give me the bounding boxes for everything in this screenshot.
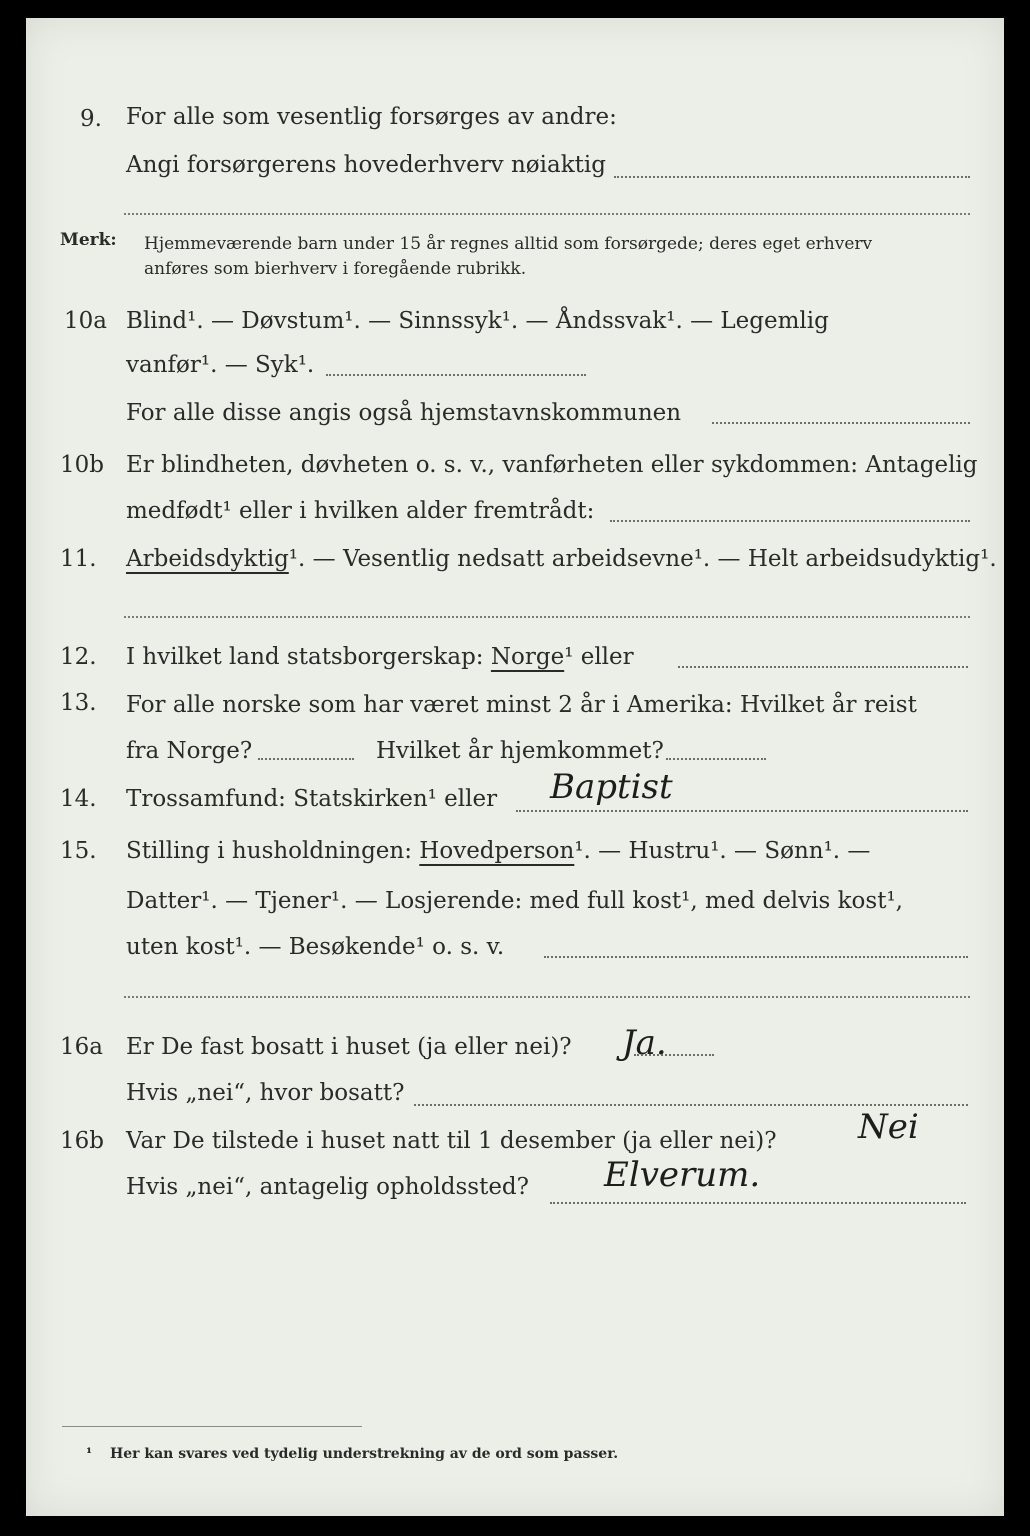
q16a-bosatt-line <box>414 1104 968 1106</box>
q13-hjemkommet-line <box>666 758 766 760</box>
q9-number: 9. <box>80 106 102 132</box>
q12-post: ¹ eller <box>564 644 634 670</box>
q12-answer-line <box>678 666 968 668</box>
q15-number: 15. <box>60 838 97 864</box>
q14-number: 14. <box>60 786 97 812</box>
q15-blank-line <box>124 996 970 998</box>
q9-blank-line <box>124 213 970 215</box>
q12-number: 12. <box>60 644 97 670</box>
q9-answer-line <box>614 176 970 178</box>
q12-line <box>126 646 634 669</box>
footnote-rule <box>62 1426 362 1427</box>
footnote-mark: ¹ <box>86 1446 93 1462</box>
q16a-line1: Er De fast bosatt i huset (ja eller nei)? <box>126 1034 572 1060</box>
merk-line2: anføres som bierhverv i foregående rubrikk. <box>144 259 527 279</box>
q15-answer-line <box>544 956 968 958</box>
q13-line2b: Hvilket år hjemkommet? <box>376 738 664 764</box>
q13-number: 13. <box>60 690 97 716</box>
q10a-line3: For alle disse angis også hjemstavnskommunen <box>126 400 682 426</box>
merk-label: Merk: <box>60 230 117 250</box>
q16b-number: 16b <box>60 1128 104 1154</box>
q11-option-arbeidsdyktig: Arbeidsdyktig <box>126 546 289 572</box>
q12-option-norge: Norge <box>490 644 565 670</box>
q11-line <box>126 548 997 571</box>
q11-blank-line <box>124 616 970 618</box>
q14-answer-line <box>516 810 968 812</box>
q13-reist-line <box>258 758 354 760</box>
q15-question: Stilling i husholdningen: <box>126 838 412 864</box>
q10a-number: 10a <box>64 308 107 334</box>
q16b-handwritten-answer1: Nei <box>858 1107 919 1147</box>
q16b-line2: Hvis „nei“, antagelig opholdssted? <box>126 1174 529 1200</box>
q10b-line2: medfødt¹ eller i hvilken alder fremtrådt: <box>126 498 595 524</box>
q11-number: 11. <box>60 546 97 572</box>
q16a-number: 16a <box>60 1034 103 1060</box>
q10b-number: 10b <box>60 452 104 478</box>
q15-option-hovedperson: Hovedperson <box>419 838 575 864</box>
q16b-answer-line <box>550 1202 966 1204</box>
q9-line1: For alle som vesentlig forsørges av andre: <box>126 104 617 130</box>
q16a-handwritten-answer: Ja. <box>622 1023 667 1063</box>
q15-post: ¹. — Hustru¹. — Sønn¹. — <box>574 838 871 864</box>
q10a-line2: vanfør¹. — Syk¹. <box>126 352 315 378</box>
q11-rest: ¹. — Vesentlig nedsatt arbeidsevne¹. — Helt arbeidsudyktig¹. <box>288 546 997 572</box>
q15-line2: Datter¹. — Tjener¹. — Losjerende: med full kost¹, med delvis kost¹, <box>126 888 903 914</box>
footnote-text: Her kan svares ved tydelig understrekning av de ord som passer. <box>110 1446 619 1462</box>
q9-line2: Angi forsørgerens hovederhverv nøiaktig <box>126 152 606 178</box>
q10a-answer-line <box>326 374 586 376</box>
q10b-line1: Er blindheten, døvheten o. s. v., vanførheten eller sykdommen: Antagelig <box>126 452 978 478</box>
q16a-line2: Hvis „nei“, hvor bosatt? <box>126 1080 405 1106</box>
q15-line3: uten kost¹. — Besøkende¹ o. s. v. <box>126 934 505 960</box>
q16b-handwritten-answer2: Elverum. <box>604 1155 761 1195</box>
q12-question: I hvilket land statsborgerskap: <box>126 644 484 670</box>
q10a-line1: Blind¹. — Døvstum¹. — Sinnssyk¹. — Åndssvak¹. — Legemlig <box>126 308 829 334</box>
q16b-line1: Var De tilstede i huset natt til 1 desember (ja eller nei)? <box>126 1128 777 1154</box>
q14-line: Trossamfund: Statskirken¹ eller <box>126 786 498 812</box>
q13-line2a: fra Norge? <box>126 738 253 764</box>
q13-line1: For alle norske som har været minst 2 år i Amerika: Hvilket år reist <box>126 692 917 718</box>
q14-handwritten-answer: Baptist <box>550 767 673 807</box>
q10b-answer-line <box>610 520 970 522</box>
q16a-answer-line <box>634 1054 714 1056</box>
census-form-page <box>26 18 1004 1516</box>
merk-line1: Hjemmeværende barn under 15 år regnes alltid som forsørgede; deres eget erhverv <box>144 234 873 254</box>
q10a-kommune-line <box>712 422 970 424</box>
q15-line1 <box>126 840 870 863</box>
